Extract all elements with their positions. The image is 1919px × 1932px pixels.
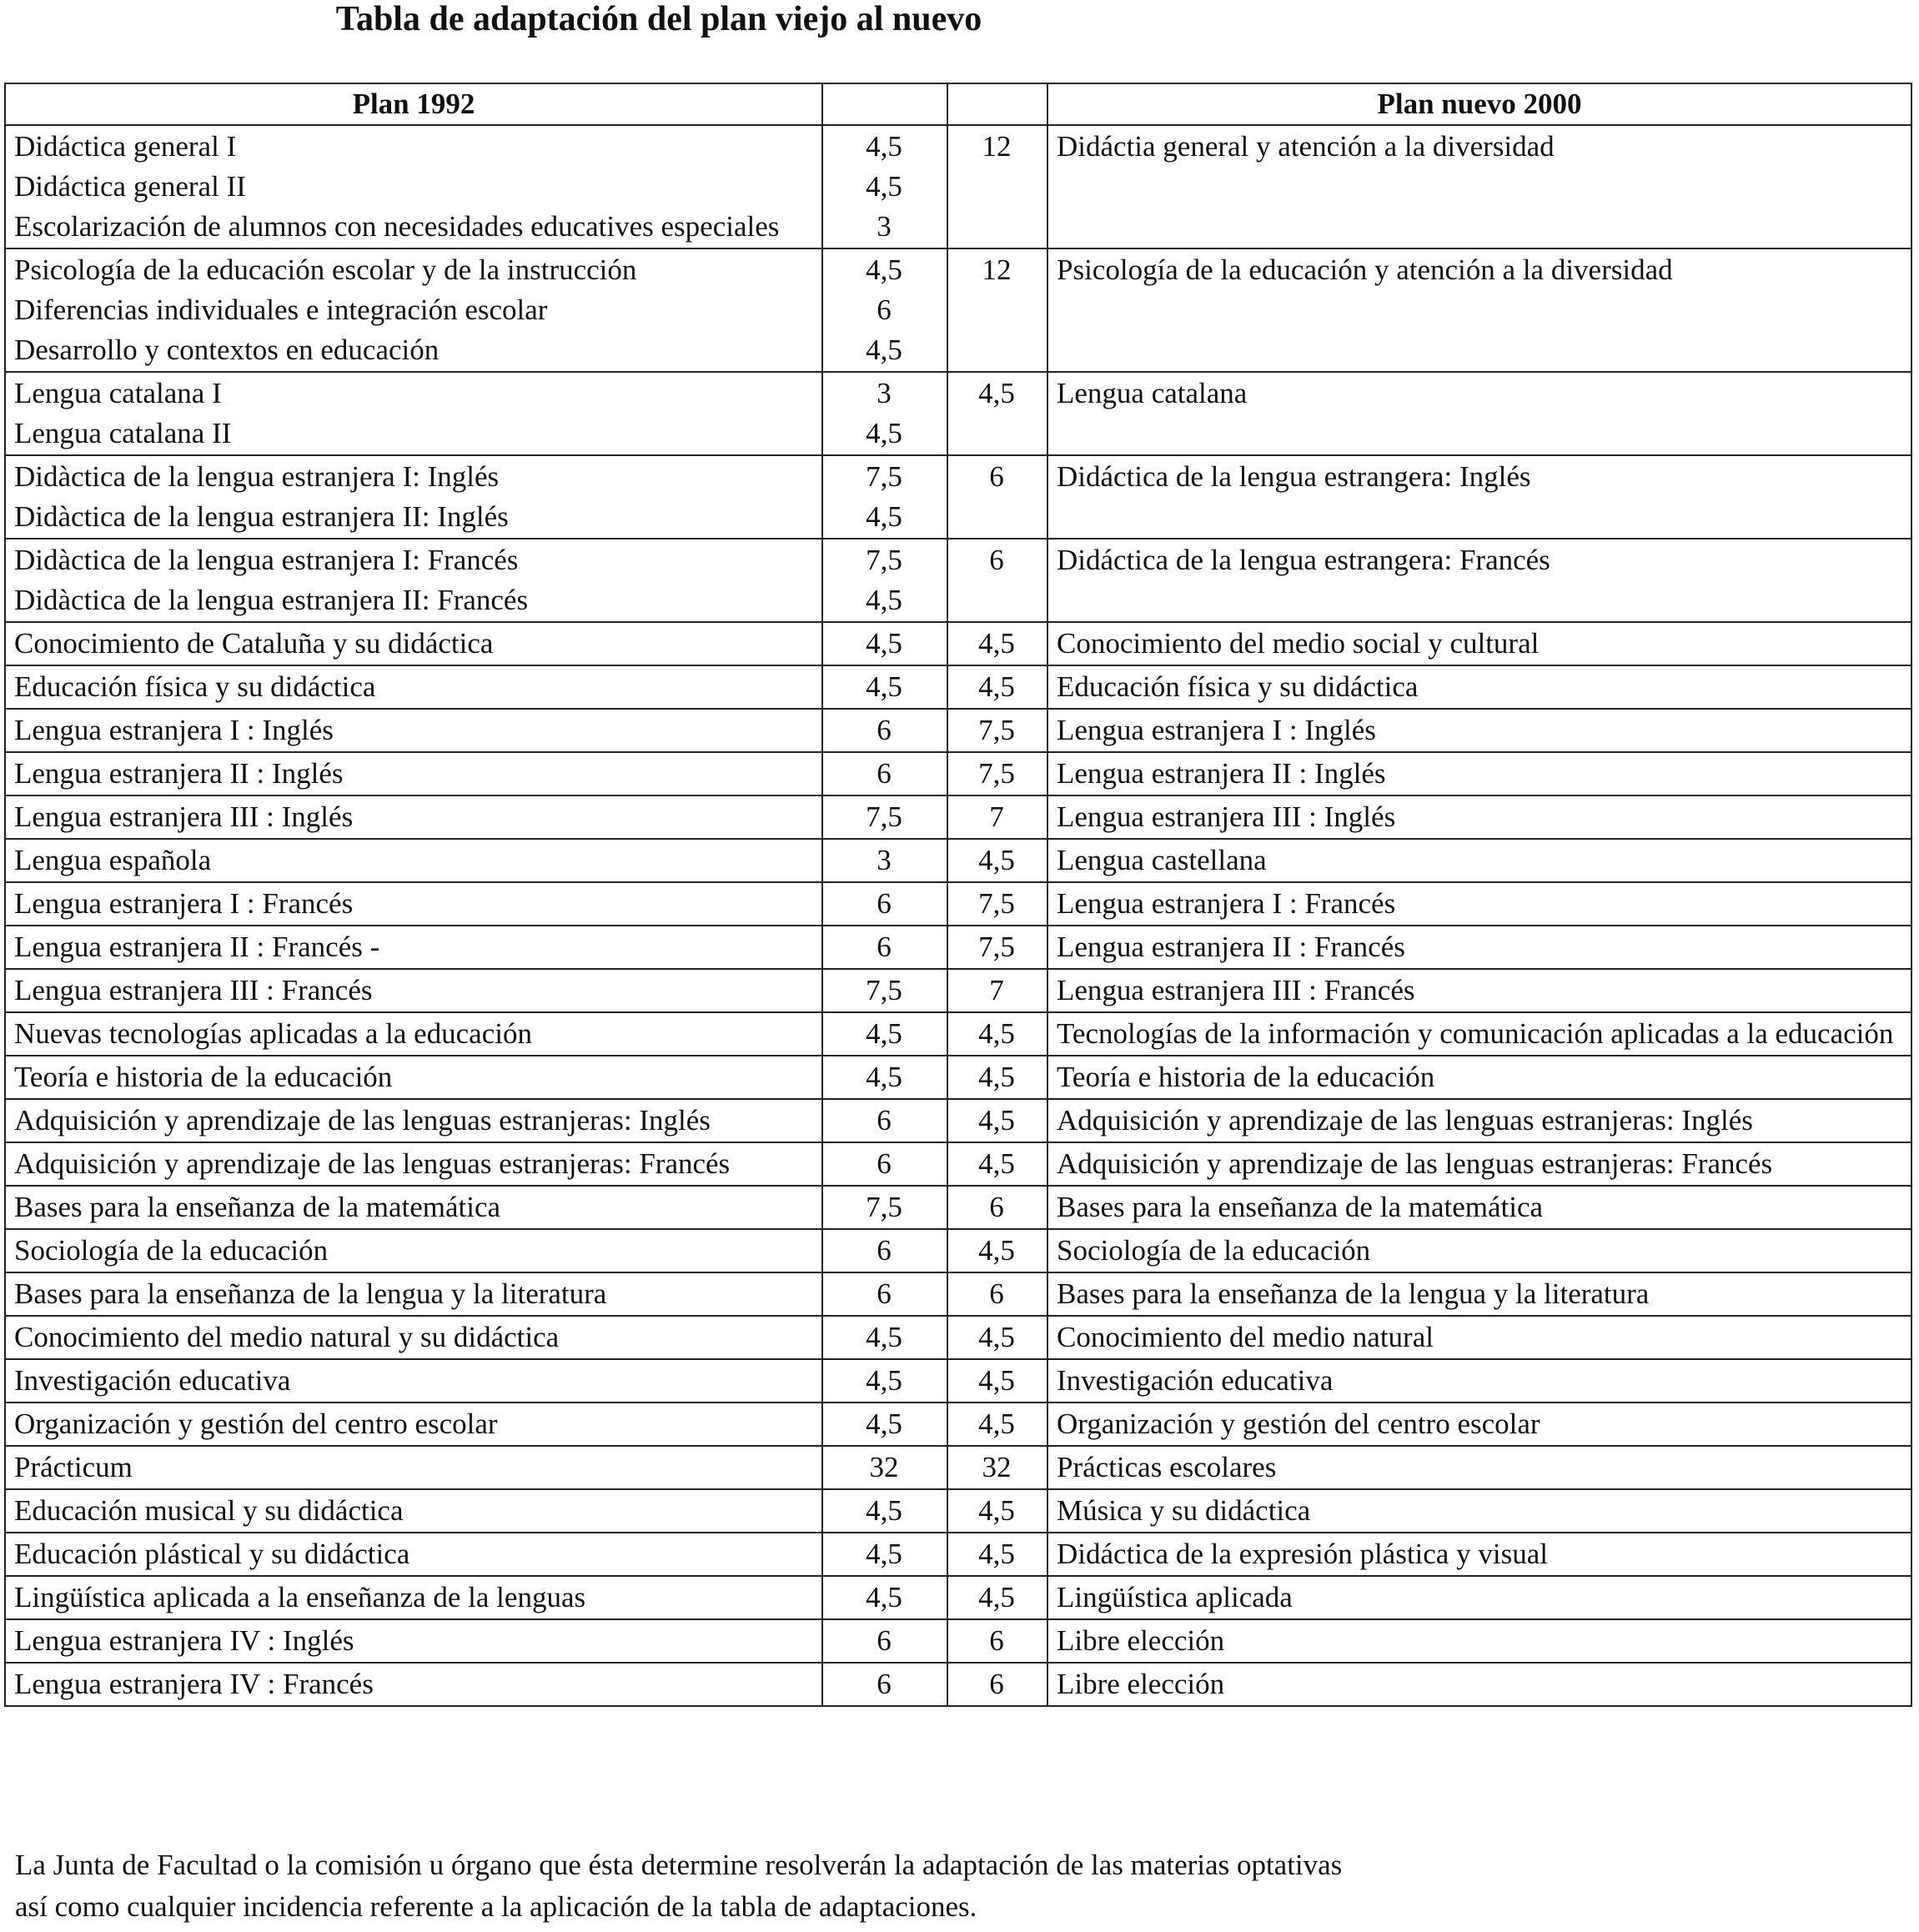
subject-old: Teoría e historia de la educación: [14, 1061, 393, 1093]
page-title: Tabla de adaptación del plan viejo al nuevo: [335, 0, 982, 38]
cell-plan-1992: [5, 1359, 822, 1403]
credits-old: 6: [877, 1104, 892, 1137]
cell-plan-2000: Bases para la enseñanza de la matemática: [1047, 1186, 1911, 1229]
cell-plan-2000: Lengua estranjera III : Inglés: [1047, 795, 1911, 839]
cell-plan-1992: [5, 795, 822, 839]
cell-new-credits: 4,5: [947, 1489, 1047, 1533]
cell-plan-1992: [5, 248, 822, 372]
table-row: [5, 839, 1911, 882]
footer-line-1: La Junta de Facultad o la comisión u órgano que ésta determine resolverán la adaptación de las materias optativas: [15, 1849, 1343, 1881]
subject-old: Investigación educativa: [14, 1364, 291, 1397]
subject-old: Lengua estranjera IV : Francés: [14, 1668, 374, 1700]
credits-old: 6: [877, 931, 892, 963]
credits-old: 7,5: [866, 974, 902, 1006]
table-row: [5, 1142, 1911, 1186]
header-old-credits: [822, 83, 947, 125]
cell-new-credits: 7,5: [947, 709, 1047, 752]
cell-plan-1992: [5, 1316, 822, 1359]
table-row: [5, 455, 1911, 539]
adaptation-table: [4, 83, 1912, 1707]
cell-new-credits: 7: [947, 969, 1047, 1012]
credits-old: 6: [877, 714, 892, 746]
cell-new-credits: 4,5: [947, 622, 1047, 665]
credits-old: 4,5: [866, 1408, 902, 1440]
cell-old-credits: [822, 1619, 947, 1663]
credits-old: 4,5: [866, 170, 902, 203]
credits-old: 4,5: [866, 1364, 902, 1397]
footer-note: [15, 1844, 1683, 1928]
credits-old: 4,5: [866, 670, 902, 703]
cell-plan-1992: [5, 752, 822, 795]
subject-old: Bases para la enseñanza de la matemática: [14, 1191, 501, 1223]
credits-old: 6: [877, 757, 892, 790]
subject-old: Lingüística aplicada a la enseñanza de la lenguas: [14, 1581, 586, 1613]
cell-old-credits: [822, 1272, 947, 1316]
cell-plan-1992: [5, 1272, 822, 1316]
cell-old-credits: [822, 1576, 947, 1619]
cell-plan-2000: Música y su didáctica: [1047, 1489, 1911, 1533]
subject-old: Didàctica de la lengua estranjera I: Francés: [14, 544, 519, 576]
credits-old: 4,5: [866, 253, 902, 286]
subject-old: Conocimiento del medio natural y su didáctica: [14, 1321, 560, 1353]
credits-old: 6: [877, 1668, 892, 1700]
table-row: [5, 1186, 1911, 1229]
cell-plan-2000: Teoría e historia de la educación: [1047, 1056, 1911, 1099]
subject-old: Adquisición y aprendizaje de las lenguas estranjeras: Inglés: [14, 1104, 711, 1137]
subject-old: Desarrollo y contextos en educación: [14, 334, 440, 366]
cell-plan-1992: [5, 1489, 822, 1533]
subject-old: Didàctica de la lengua estranjera I: Inglés: [14, 460, 500, 493]
cell-old-credits: [822, 1533, 947, 1576]
cell-new-credits: 32: [947, 1446, 1047, 1489]
table-row: [5, 709, 1911, 752]
cell-old-credits: [822, 455, 947, 539]
cell-plan-2000: Adquisición y aprendizaje de las lenguas estranjeras: Inglés: [1047, 1099, 1911, 1142]
table-row: [5, 1229, 1911, 1272]
subject-old: Educación plástical y su didáctica: [14, 1538, 410, 1570]
credits-old: 3: [877, 377, 892, 409]
cell-plan-2000: Bases para la enseñanza de la lengua y la literatura: [1047, 1272, 1911, 1316]
header-plan-new: Plan nuevo 2000: [1047, 83, 1911, 125]
subject-old: Lengua estranjera I : Inglés: [14, 714, 334, 746]
subject-old: Didàctica de la lengua estranjera II: Inglés: [14, 500, 509, 533]
cell-old-credits: [822, 1316, 947, 1359]
cell-new-credits: 4,5: [947, 372, 1047, 455]
cell-plan-1992: [5, 1229, 822, 1272]
cell-plan-2000: Tecnologías de la información y comunicación aplicadas a la educación: [1047, 1012, 1911, 1056]
cell-new-credits: 4,5: [947, 1316, 1047, 1359]
credits-old: 4,5: [866, 1494, 902, 1527]
table-row: [5, 795, 1911, 839]
cell-plan-1992: [5, 665, 822, 709]
cell-plan-1992: [5, 926, 822, 969]
credits-old: 6: [877, 294, 892, 326]
subject-old: Lengua española: [14, 844, 212, 876]
subject-old: Prácticum: [14, 1451, 133, 1483]
table-row: [5, 926, 1911, 969]
credits-old: 4,5: [866, 500, 902, 533]
cell-plan-2000: Lengua estranjera I : Inglés: [1047, 709, 1911, 752]
credits-old: 7,5: [866, 460, 902, 493]
credits-old: 6: [877, 1624, 892, 1657]
cell-old-credits: [822, 1403, 947, 1446]
cell-old-credits: [822, 1359, 947, 1403]
cell-plan-1992: [5, 1099, 822, 1142]
cell-old-credits: [822, 1446, 947, 1489]
cell-old-credits: [822, 622, 947, 665]
cell-plan-1992: [5, 709, 822, 752]
subject-old: Didáctica general I: [14, 130, 237, 163]
table-row: [5, 622, 1911, 665]
cell-plan-1992: [5, 372, 822, 455]
table-row: [5, 665, 1911, 709]
cell-new-credits: 12: [947, 248, 1047, 372]
subject-old: Conocimiento de Cataluña y su didáctica: [14, 627, 494, 660]
subject-old: Educación física y su didáctica: [14, 670, 376, 703]
cell-plan-1992: [5, 539, 822, 622]
cell-old-credits: [822, 839, 947, 882]
table-row: [5, 1533, 1911, 1576]
subject-old: Educación musical y su didáctica: [14, 1494, 404, 1527]
cell-plan-2000: Conocimiento del medio social y cultural: [1047, 622, 1911, 665]
subject-old: Psicología de la educación escolar y de la instrucción: [14, 253, 637, 286]
cell-new-credits: 4,5: [947, 1359, 1047, 1403]
credits-old: 3: [877, 210, 892, 243]
cell-plan-2000: Conocimiento del medio natural: [1047, 1316, 1911, 1359]
cell-new-credits: 4,5: [947, 1056, 1047, 1099]
cell-new-credits: 4,5: [947, 665, 1047, 709]
cell-plan-1992: [5, 125, 822, 248]
cell-plan-2000: Lengua estranjera III : Francés: [1047, 969, 1911, 1012]
subject-old: Adquisición y aprendizaje de las lenguas estranjeras: Francés: [14, 1147, 731, 1180]
cell-plan-1992: [5, 622, 822, 665]
credits-old: 7,5: [866, 800, 902, 833]
cell-plan-2000: Libre elección: [1047, 1619, 1911, 1663]
table-row: [5, 1012, 1911, 1056]
cell-old-credits: [822, 926, 947, 969]
cell-plan-2000: Didáctia general y atención a la diversidad: [1047, 125, 1911, 248]
cell-old-credits: [822, 1056, 947, 1099]
cell-plan-2000: Prácticas escolares: [1047, 1446, 1911, 1489]
cell-plan-1992: [5, 1446, 822, 1489]
cell-plan-2000: Lengua catalana: [1047, 372, 1911, 455]
table-row: [5, 752, 1911, 795]
table-row: [5, 372, 1911, 455]
cell-old-credits: [822, 248, 947, 372]
subject-old: Didàctica de la lengua estranjera II: Francés: [14, 584, 529, 616]
cell-old-credits: [822, 795, 947, 839]
table-row: [5, 882, 1911, 926]
subject-old: Organización y gestión del centro escolar: [14, 1408, 498, 1440]
credits-old: 7,5: [866, 544, 902, 576]
table-row: [5, 125, 1911, 248]
cell-new-credits: 4,5: [947, 839, 1047, 882]
table-row: [5, 1359, 1911, 1403]
cell-old-credits: [822, 1229, 947, 1272]
table-row: [5, 1576, 1911, 1619]
cell-new-credits: 6: [947, 1663, 1047, 1706]
table-row: [5, 969, 1911, 1012]
credits-old: 3: [877, 844, 892, 876]
table-row: [5, 1272, 1911, 1316]
cell-new-credits: 6: [947, 1272, 1047, 1316]
cell-plan-1992: [5, 882, 822, 926]
cell-new-credits: 4,5: [947, 1142, 1047, 1186]
cell-new-credits: 4,5: [947, 1533, 1047, 1576]
cell-new-credits: 4,5: [947, 1229, 1047, 1272]
cell-new-credits: 4,5: [947, 1012, 1047, 1056]
cell-plan-2000: Investigación educativa: [1047, 1359, 1911, 1403]
subject-old: Lengua catalana I: [14, 377, 222, 409]
cell-plan-1992: [5, 1619, 822, 1663]
subject-old: Bases para la enseñanza de la lengua y la literatura: [14, 1277, 607, 1310]
subject-old: Lengua estranjera II : Francés -: [14, 931, 380, 963]
subject-old: Lengua estranjera IV : Inglés: [14, 1624, 354, 1657]
subject-old: Lengua estranjera III : Inglés: [14, 800, 354, 833]
subject-old: Escolarización de alumnos con necesidades educatives especiales: [14, 210, 780, 243]
cell-new-credits: 6: [947, 1619, 1047, 1663]
footer-line-2: así como cualquier incidencia referente a la aplicación de la tabla de adaptaciones.: [15, 1890, 977, 1923]
table-body: [5, 125, 1911, 1706]
table-row: [5, 1619, 1911, 1663]
credits-old: 6: [877, 1147, 892, 1180]
credits-old: 4,5: [866, 130, 902, 163]
cell-plan-2000: Didáctica de la lengua estrangera: Francés: [1047, 539, 1911, 622]
subject-old: Nuevas tecnologías aplicadas a la educación: [14, 1017, 532, 1050]
table-row: [5, 1489, 1911, 1533]
subject-old: Diferencias individuales e integración escolar: [14, 294, 548, 326]
cell-plan-1992: [5, 1012, 822, 1056]
credits-old: 6: [877, 887, 892, 920]
cell-plan-2000: Educación física y su didáctica: [1047, 665, 1911, 709]
cell-old-credits: [822, 1489, 947, 1533]
credits-old: 4,5: [866, 1581, 902, 1613]
credits-old: 32: [869, 1451, 899, 1483]
table-row: [5, 539, 1911, 622]
cell-old-credits: [822, 882, 947, 926]
credits-old: 4,5: [866, 584, 902, 616]
cell-new-credits: 4,5: [947, 1099, 1047, 1142]
cell-new-credits: 6: [947, 539, 1047, 622]
subject-old: Lengua catalana II: [14, 417, 232, 449]
cell-old-credits: [822, 1142, 947, 1186]
cell-new-credits: 7,5: [947, 926, 1047, 969]
header-new-credits: [947, 83, 1047, 125]
cell-plan-2000: Didáctica de la expresión plástica y visual: [1047, 1533, 1911, 1576]
credits-old: 4,5: [866, 1321, 902, 1353]
cell-new-credits: 6: [947, 455, 1047, 539]
credits-old: 4,5: [866, 627, 902, 660]
cell-old-credits: [822, 665, 947, 709]
cell-old-credits: [822, 709, 947, 752]
table-row: [5, 1099, 1911, 1142]
credits-old: 4,5: [866, 417, 902, 449]
cell-plan-1992: [5, 969, 822, 1012]
table-row: [5, 1403, 1911, 1446]
cell-old-credits: [822, 969, 947, 1012]
cell-old-credits: [822, 1099, 947, 1142]
cell-new-credits: 12: [947, 125, 1047, 248]
credits-old: 4,5: [866, 334, 902, 366]
cell-new-credits: 6: [947, 1186, 1047, 1229]
cell-plan-2000: Lengua estranjera II : Inglés: [1047, 752, 1911, 795]
cell-plan-2000: Libre elección: [1047, 1663, 1911, 1706]
credits-old: 6: [877, 1277, 892, 1310]
table-row: [5, 248, 1911, 372]
credits-old: 4,5: [866, 1061, 902, 1093]
subject-old: Sociología de la educación: [14, 1234, 329, 1267]
table-row: [5, 1446, 1911, 1489]
table-row: [5, 1316, 1911, 1359]
cell-old-credits: [822, 1186, 947, 1229]
cell-plan-2000: Didáctica de la lengua estrangera: Inglés: [1047, 455, 1911, 539]
cell-plan-2000: Psicología de la educación y atención a la diversidad: [1047, 248, 1911, 372]
cell-plan-2000: Lingüística aplicada: [1047, 1576, 1911, 1619]
cell-plan-1992: [5, 1142, 822, 1186]
table-header-row: [5, 83, 1911, 125]
cell-plan-1992: [5, 839, 822, 882]
cell-old-credits: [822, 1012, 947, 1056]
cell-plan-1992: [5, 1663, 822, 1706]
cell-new-credits: 7,5: [947, 882, 1047, 926]
cell-plan-2000: Sociología de la educación: [1047, 1229, 1911, 1272]
table-row: [5, 1056, 1911, 1099]
credits-old: 7,5: [866, 1191, 902, 1223]
cell-old-credits: [822, 125, 947, 248]
cell-plan-2000: Adquisición y aprendizaje de las lenguas estranjeras: Francés: [1047, 1142, 1911, 1186]
cell-plan-2000: Lengua estranjera I : Francés: [1047, 882, 1911, 926]
cell-new-credits: 4,5: [947, 1576, 1047, 1619]
cell-plan-1992: [5, 1403, 822, 1446]
cell-new-credits: 7,5: [947, 752, 1047, 795]
cell-plan-1992: [5, 1186, 822, 1229]
cell-plan-2000: Lengua estranjera II : Francés: [1047, 926, 1911, 969]
cell-plan-1992: [5, 1056, 822, 1099]
credits-old: 4,5: [866, 1017, 902, 1050]
credits-old: 6: [877, 1234, 892, 1267]
subject-old: Lengua estranjera I : Francés: [14, 887, 354, 920]
cell-plan-1992: [5, 1533, 822, 1576]
subject-old: Lengua estranjera III : Francés: [14, 974, 373, 1006]
cell-new-credits: 7: [947, 795, 1047, 839]
cell-old-credits: [822, 372, 947, 455]
credits-old: 4,5: [866, 1538, 902, 1570]
cell-plan-2000: Lengua castellana: [1047, 839, 1911, 882]
subject-old: Didáctica general II: [14, 170, 246, 203]
cell-new-credits: 4,5: [947, 1403, 1047, 1446]
cell-old-credits: [822, 1663, 947, 1706]
cell-plan-2000: Organización y gestión del centro escolar: [1047, 1403, 1911, 1446]
cell-plan-1992: [5, 1576, 822, 1619]
header-plan-old: Plan 1992: [5, 83, 822, 125]
table-row: [5, 1663, 1911, 1706]
cell-old-credits: [822, 539, 947, 622]
cell-plan-1992: [5, 455, 822, 539]
subject-old: Lengua estranjera II : Inglés: [14, 757, 344, 790]
cell-old-credits: [822, 752, 947, 795]
